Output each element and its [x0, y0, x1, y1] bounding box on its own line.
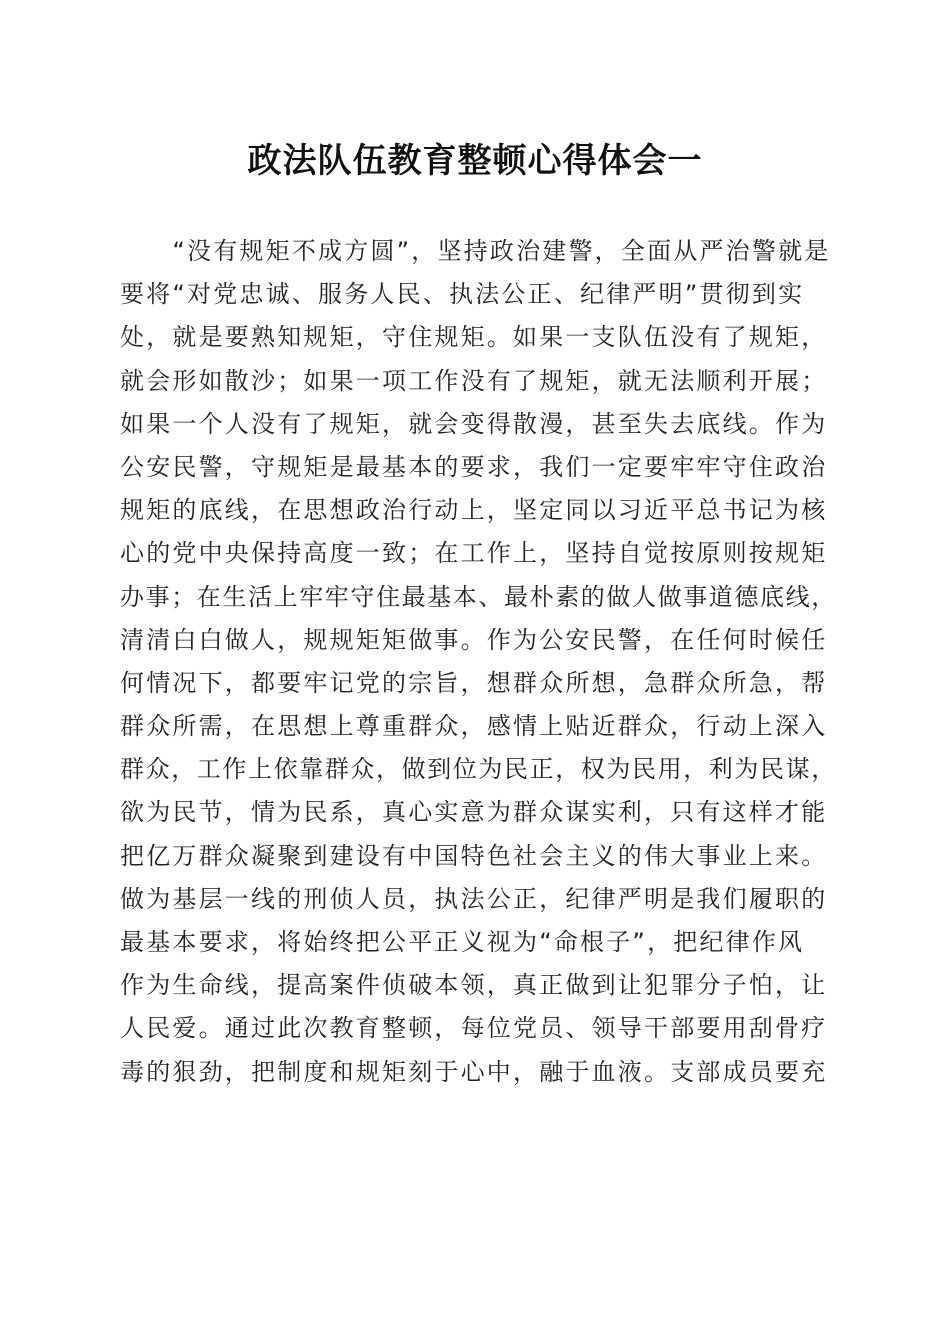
body-line: 群众所需，在思想上尊重群众，感情上贴近群众，行动上深入 — [120, 712, 828, 741]
body-line: 欲为民节，情为民系，真心实意为群众谋实利，只有这样才能 — [120, 798, 828, 827]
body-line: 心的党中央保持高度一致；在工作上，坚持自觉按原则按规矩 — [120, 539, 828, 568]
document-title: 政法队伍教育整顿心得体会一 — [247, 141, 703, 181]
body-line: 处，就是要熟知规矩，守住规矩。如果一支队伍没有了规矩， — [120, 323, 828, 352]
body-line: 群众，工作上依靠群众，做到位为民正，权为民用，利为民谋， — [120, 755, 837, 784]
body-line: 何情况下，都要牢记党的宗旨，想群众所想，急群众所急，帮 — [120, 668, 828, 697]
body-line: 把亿万群众凝聚到建设有中国特色社会主义的伟大事业上来。 — [120, 841, 828, 870]
body-line: 就会形如散沙；如果一项工作没有了规矩，就无法顺利开展； — [120, 366, 828, 395]
body-line: 人民爱。通过此次教育整顿，每位党员、领导干部要用刮骨疗 — [120, 1014, 828, 1043]
body-line: 公安民警，守规矩是最基本的要求，我们一定要牢牢守住政治 — [120, 452, 828, 481]
body-line: 最基本要求，将始终把公平正义视为“命根子”，把纪律作风 — [120, 928, 805, 956]
body-line: 毒的狠劲，把制度和规矩刻于心中，融于血液。支部成员要充 — [120, 1057, 828, 1086]
body-line: 办事；在生活上牢牢守住最基本、最朴素的做人做事道德底线， — [120, 582, 837, 611]
body-line: 作为生命线，提高案件侦破本领，真正做到让犯罪分子怕，让 — [120, 971, 828, 1000]
body-line: 做为基层一线的刑侦人员，执法公正，纪律严明是我们履职的 — [120, 884, 828, 913]
body-line: 如果一个人没有了规矩，就会变得散漫，甚至失去底线。作为 — [120, 409, 828, 438]
body-line: 规矩的底线，在思想政治行动上，坚定同以习近平总书记为核 — [120, 496, 828, 525]
body-line: 要将“对党忠诚、服务人民、执法公正、纪律严明”贯彻到实 — [120, 280, 805, 309]
body-line: 清清白白做人，规规矩矩做事。作为公安民警，在任何时候任 — [120, 625, 828, 654]
document-body — [120, 230, 840, 1094]
body-line: “没有规矩不成方圆”，坚持政治建警，全面从严治警就是 — [120, 237, 831, 265]
